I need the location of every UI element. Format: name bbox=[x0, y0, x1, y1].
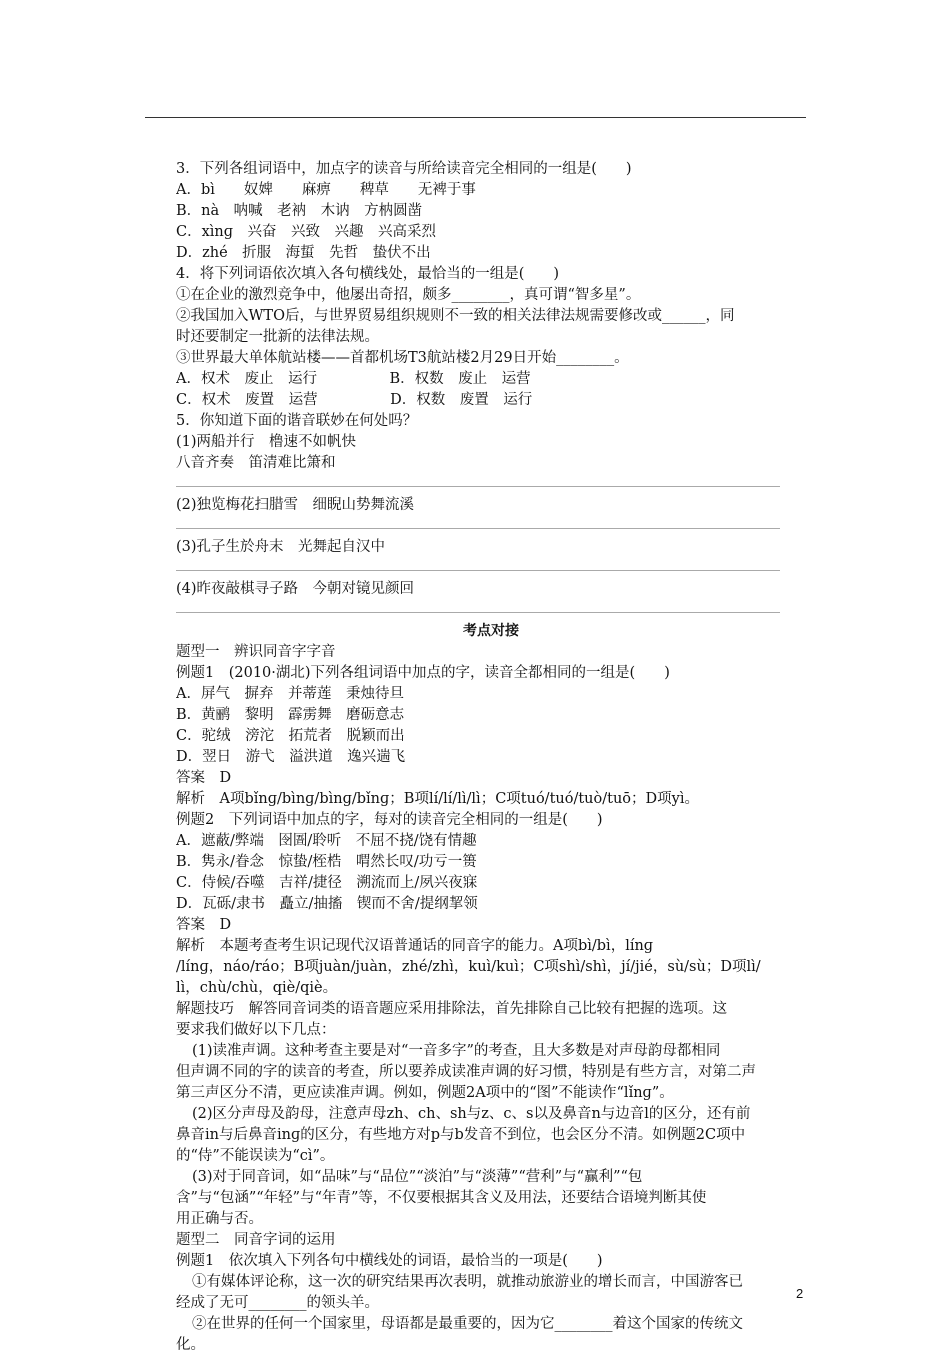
tip-1-cont: 第三声区分不清，更应读准声调。例如，例题2A项中的“图”不能读作“lǐnɡ”。 bbox=[176, 1085, 674, 1101]
example2-option-a: A．遮蔽/弊端 囹圄/聆听 不屈不挠/饶有情趣 bbox=[176, 833, 477, 849]
tip-3-cont: 用正确与否。 bbox=[176, 1211, 263, 1227]
example1-analysis: 解析 A项bǐnɡ/bìnɡ/bìnɡ/bǐnɡ；B项lí/lí/lì/lì；C项tuó/tuó/tuò/tuō；D项yì。 bbox=[176, 791, 699, 807]
answer-line bbox=[176, 474, 780, 487]
tips-title: 解题技巧 解答同音词类的语音题应采用排除法，首先排除自己比较有把握的选项。这 bbox=[176, 1001, 727, 1017]
tip-2-cont: 的“侍”不能误读为“cì”。 bbox=[176, 1148, 335, 1164]
q4-sentence-1: ①在企业的激烈竞争中，他屡出奇招，颇多________，真可谓“智多星”。 bbox=[176, 287, 641, 303]
example2-answer: 答案 D bbox=[176, 917, 232, 933]
example2-option-d: D．瓦砾/隶书 矗立/抽搐 锲而不舍/提纲挈领 bbox=[176, 896, 478, 912]
tip-3: (3)对于同音词，如“品味”与“品位”“淡泊”与“淡薄”“营利”与“赢利”“包 bbox=[192, 1169, 643, 1185]
example1-stem: 例题1 (2010·湖北)下列各组词语中加点的字，读音全都相同的一组是( ) bbox=[176, 665, 670, 681]
example2-analysis: 解析 本题考查考生识记现代汉语普通话的同音字的能力。A项bì/bì，línɡ bbox=[176, 938, 654, 954]
answer-line bbox=[176, 558, 780, 571]
q5-couplet-1-upper: (1)两船并行 橹速不如帆快 bbox=[176, 434, 357, 450]
q3-option-c: C．xìnɡ 兴奋 兴致 兴趣 兴高采烈 bbox=[176, 224, 437, 240]
example2-option-b: B．隽永/眷念 惊蛰/桎梏 喟然长叹/功亏一篑 bbox=[176, 854, 477, 870]
type2-sentence-1: ①有媒体评论称，这一次的研究结果再次表明，就推动旅游业的增长而言，中国游客已 bbox=[192, 1274, 743, 1290]
tip-1-cont: 但声调不同的字的读音的考查，所以要养成读准声调的好习惯，特别是有些方言，对第二声 bbox=[176, 1064, 756, 1080]
q4-sentence-2-cont: 时还要制定一批新的法律法规。 bbox=[176, 329, 379, 345]
q5-couplet-3: (3)孔子生於舟末 光舞起自汉中 bbox=[176, 539, 386, 555]
q4-sentence-2: ②我国加入WTO后，与世界贸易组织规则不一致的相关法律法规需要修改或______，同 bbox=[176, 308, 735, 324]
tip-2: (2)区分声母及韵母，注意声母zh、ch、sh与z、c、s以及鼻音n与边音l的区分，还有前 bbox=[192, 1106, 751, 1122]
q3-option-b: B．nà 呐喊 老衲 木讷 方枘圆凿 bbox=[176, 203, 423, 219]
answer-line bbox=[176, 516, 780, 529]
tip-1: (1)读准声调。这种考查主要是对“一音多字”的考查，且大多数是对声母韵母都相同 bbox=[192, 1043, 721, 1059]
example1-option-a: A．屏气 摒弃 并蒂莲 秉烛待旦 bbox=[176, 686, 404, 702]
example1-option-b: B．黄鹂 黎明 霹雳舞 磨砺意志 bbox=[176, 707, 405, 723]
example2-stem: 例题2 下列词语中加点的字，每对的读音完全相同的一组是( ) bbox=[176, 812, 603, 828]
q4-stem: 4．将下列词语依次填入各句横线处，最恰当的一组是( ) bbox=[176, 266, 560, 282]
q3-stem: 3．下列各组词语中，加点字的读音与所给读音完全相同的一组是( ) bbox=[176, 161, 632, 177]
example1-option-c: C．驼绒 滂沱 拓荒者 脱颖而出 bbox=[176, 728, 405, 744]
example2-analysis-cont: /línɡ，náo/ráo；B项juàn/juàn，zhé/zhì，kuì/kuì；C项shì/shì，jí/jié，sù/sù；D项lì/ bbox=[176, 959, 761, 975]
q4-options-ab: A．权术 废止 运行 B．权数 废止 运营 bbox=[176, 371, 531, 387]
q3-option-d: D．zhé 折服 海蜇 先哲 蛰伏不出 bbox=[176, 245, 431, 261]
header-rule bbox=[145, 117, 806, 118]
example1-option-d: D．翌日 游弋 溢洪道 逸兴遄飞 bbox=[176, 749, 406, 765]
q4-options-cd: C．权术 废置 运营 D．权数 废置 运行 bbox=[176, 392, 533, 408]
document-body bbox=[176, 159, 806, 1356]
tip-3-cont: 含”与“包涵”“年轻”与“年青”等，不仅要根据其含义及用法，还要结合语境判断其使 bbox=[176, 1190, 707, 1206]
q5-stem: 5．你知道下面的谐音联妙在何处吗？ bbox=[176, 413, 418, 429]
tips-cont: 要求我们做好以下几点： bbox=[176, 1022, 336, 1038]
page-number: 2 bbox=[796, 1286, 804, 1301]
type2-sentence-1-cont: 经成了无可________的领头羊。 bbox=[176, 1295, 379, 1311]
q3-option-a: A．bì 奴婢 麻痹 稗草 无裨于事 bbox=[176, 182, 476, 198]
type2-title: 题型二 同音字词的运用 bbox=[176, 1232, 336, 1248]
type2-sentence-2: ②在世界的任何一个国家里，母语都是最重要的，因为它________着这个国家的传统文 bbox=[192, 1316, 743, 1332]
example2-option-c: C．侍候/吞噬 吉祥/捷径 溯流而上/夙兴夜寐 bbox=[176, 875, 478, 891]
type2-example1-stem: 例题1 依次填入下列各句中横线处的词语，最恰当的一项是( ) bbox=[176, 1253, 603, 1269]
tip-2-cont: 鼻音in与后鼻音inɡ的区分，有些地方对p与b发音不到位，也会区分不清。如例题2C项中 bbox=[176, 1127, 746, 1143]
type1-title: 题型一 辨识同音字字音 bbox=[176, 644, 336, 660]
q5-couplet-2: (2)独览梅花扫腊雪 细睨山势舞流溪 bbox=[176, 497, 415, 513]
section-heading: 考点对接 bbox=[463, 623, 519, 639]
type2-sentence-2-cont: 化。 bbox=[176, 1337, 205, 1353]
q5-couplet-1-lower: 八音齐奏 笛清难比箫和 bbox=[176, 455, 336, 471]
example2-analysis-cont: lì，chù/chù，qiè/qiè。 bbox=[176, 980, 338, 996]
example1-answer: 答案 D bbox=[176, 770, 232, 786]
q5-couplet-4: (4)昨夜敲棋寻子路 今朝对镜见颜回 bbox=[176, 581, 415, 597]
answer-line bbox=[176, 600, 780, 613]
q4-sentence-3: ③世界最大单体航站楼——首都机场T3航站楼2月29日开始________。 bbox=[176, 350, 629, 366]
